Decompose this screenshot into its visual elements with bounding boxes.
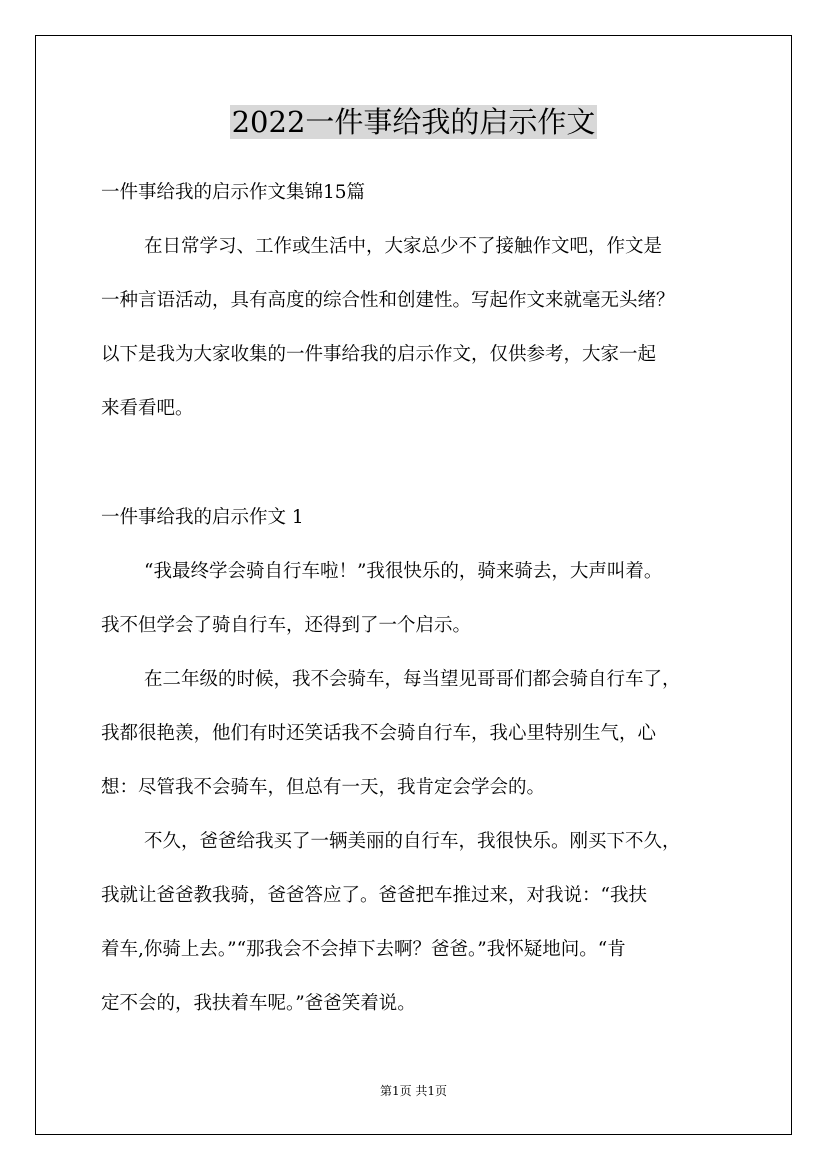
page-footer: 第1页 共1页 — [379, 1084, 448, 1098]
body-line-1: “我最终学会骑自行车啦！”我很快乐的，骑来骑去，大声叫着。 — [144, 561, 663, 582]
body-line-6: 不久，爸爸给我买了一辆美丽的自行车，我很快乐。刚买下不久， — [144, 831, 681, 852]
body-line-8: 着车,你骑上去。”“那我会不会掉下去啊？爸爸。”我怀疑地问。“肯 — [101, 939, 626, 960]
document-title — [0, 100, 827, 144]
body-line-9: 定不会的，我扶着车呢。”爸爸笑着说。 — [101, 993, 416, 1014]
document-title-text: 2022一件事给我的启示作文 — [231, 105, 596, 139]
body-line-4: 我都很艳羡，他们有时还笑话我不会骑自行车，我心里特别生气，心 — [101, 723, 657, 744]
intro-line-2: 一种言语活动，具有高度的综合性和创建性。写起作文来就毫无头绪？ — [101, 290, 675, 311]
intro-line-1: 在日常学习、工作或生活中，大家总少不了接触作文吧，作文是 — [144, 236, 663, 257]
body-line-7: 我就让爸爸教我骑，爸爸答应了。爸爸把车推过来，对我说：“我扶 — [101, 885, 647, 906]
intro-line-3: 以下是我为大家收集的一件事给我的启示作文，仅供参考，大家一起 — [101, 344, 657, 365]
body-line-2: 我不但学会了骑自行车，还得到了一个启示。 — [101, 615, 472, 636]
intro-line-4: 来看看吧。 — [101, 398, 194, 419]
document-subtitle: 一件事给我的启示作文集锦15篇 — [101, 182, 366, 203]
body-line-3: 在二年级的时候，我不会骑车，每当望见哥哥们都会骑自行车了， — [144, 669, 681, 690]
section-heading: 一件事给我的启示作文 1 — [101, 507, 304, 528]
body-line-5: 想：尽管我不会骑车，但总有一天，我肯定会学会的。 — [101, 777, 546, 798]
